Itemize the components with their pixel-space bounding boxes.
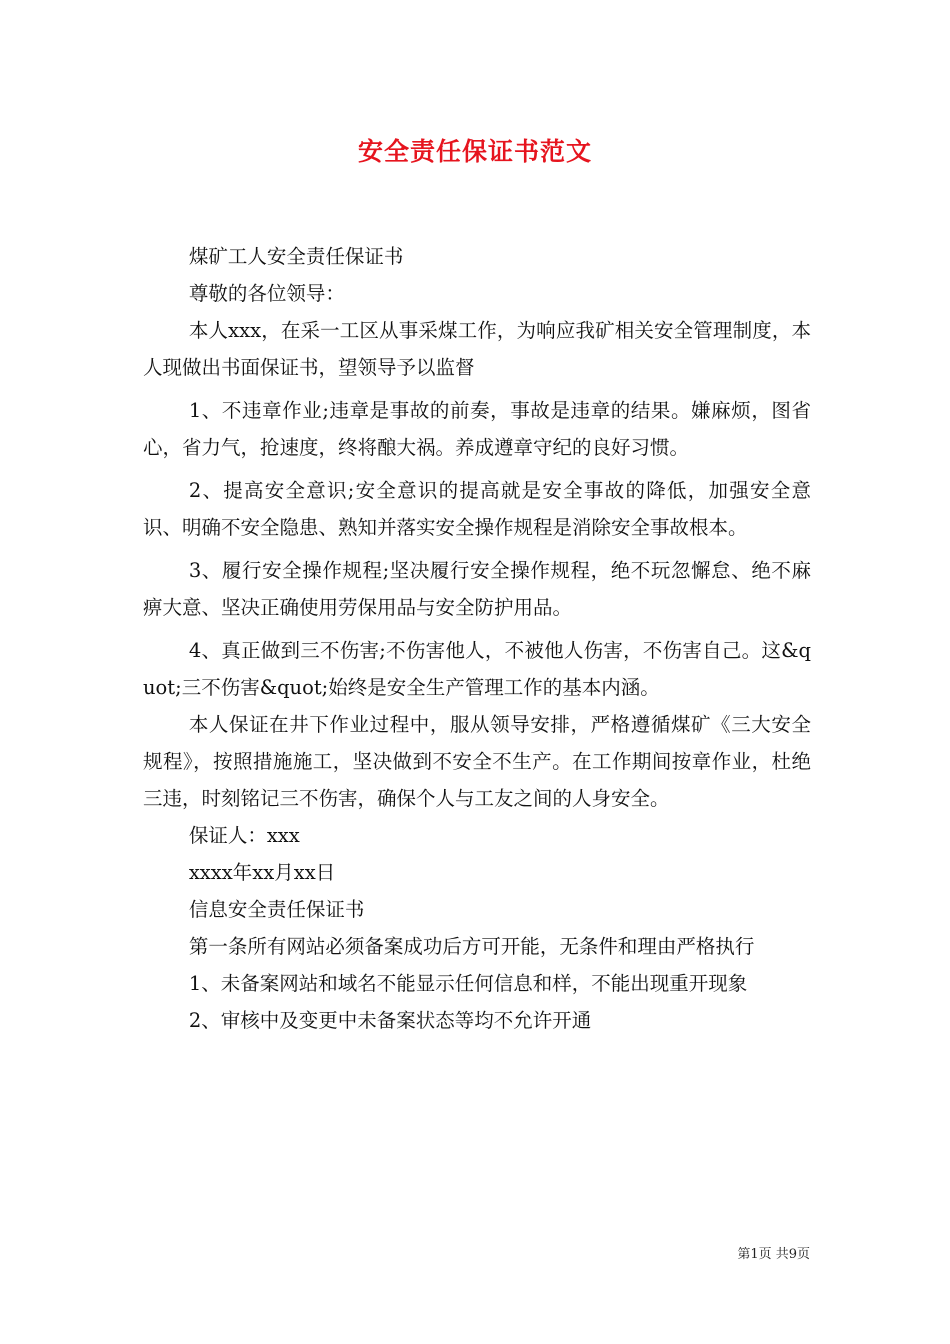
document-title: 安全责任保证书范文 (357, 137, 592, 166)
pledge-item-1: 1、不违章作业;违章是事故的前奏，事故是违章的结果。嫌麻烦，图省心，省力气，抢速度，终将酿大祸。养成遵章守纪的良好习惯。 (143, 399, 811, 459)
info-item-1: 1、未备案网站和域名不能显示任何信息和样，不能出现重开现象 (188, 972, 748, 995)
date-line: xxxx年xx月xx日 (188, 861, 336, 884)
guarantee-paragraph: 本人保证在井下作业过程中，服从领导安排，严格遵循煤矿《三大安全规程》，按照措施施工，坚决做到不安全不生产。在工作期间按章作业，杜绝三违，时刻铭记三不伤害，确保个人与工友之间的人身安全。 (143, 713, 811, 810)
pledge-item-3: 3、履行安全操作规程;坚决履行安全操作规程，绝不玩忽懈怠、绝不麻痹大意、坚决正确使用劳保用品与安全防护用品。 (143, 559, 811, 619)
section-heading-coal: 煤矿工人安全责任保证书 (188, 245, 404, 268)
intro-paragraph: 本人xxx，在采一工区从事采煤工作，为响应我矿相关安全管理制度，本人现做出书面保证书，望领导予以监督 (143, 319, 811, 379)
section-heading-info: 信息安全责任保证书 (188, 898, 365, 921)
info-item-2: 2、审核中及变更中未备案状态等均不允许开通 (188, 1009, 592, 1032)
document-body (143, 238, 811, 1039)
salutation: 尊敬的各位领导： (188, 282, 345, 305)
page-number: 第1页 共9页 (737, 1247, 810, 1262)
guarantor-line: 保证人：xxx (188, 824, 300, 847)
pledge-item-2: 2、提高安全意识;安全意识的提高就是安全事故的降低，加强安全意识、明确不安全隐患、熟知并落实安全操作规程是消除安全事故根本。 (143, 479, 811, 539)
pledge-item-4: 4、真正做到三不伤害;不伤害他人，不被他人伤害，不伤害自己。这&quot;三不伤害&quot;始终是安全生产管理工作的基本内涵。 (143, 639, 811, 699)
info-article-1: 第一条所有网站必须备案成功后方可开能，无条件和理由严格执行 (188, 935, 755, 958)
